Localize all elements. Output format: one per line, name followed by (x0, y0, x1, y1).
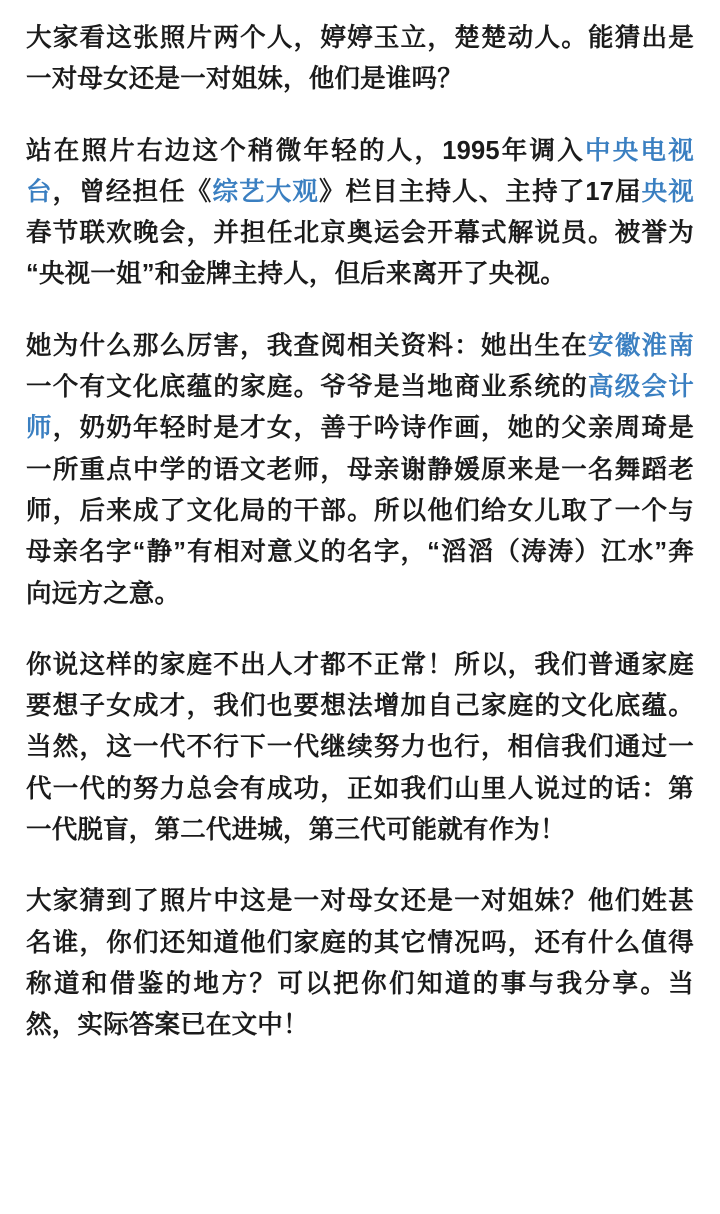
inline-link[interactable]: 高级会计师 (26, 373, 694, 443)
text-run: ，曾经担任《 (52, 177, 213, 206)
inline-link[interactable]: 央视 (641, 177, 695, 206)
text-run: ，奶奶年轻时是才女，善于吟诗作画，她的父亲周琦是一所重点中学的语文老师，母亲谢静媛原来是一名舞蹈老师，后来成了文化局的干部。所以他们给女儿取了一个与母亲名字“静”有相对意义的名字，“滔滔（涛涛）江水”奔向远方之意。 (26, 414, 694, 608)
paragraph-3 (26, 326, 694, 615)
inline-link[interactable]: 综艺大观 (212, 177, 319, 206)
text-run: 》栏目主持人、主持了17届 (319, 177, 642, 206)
text-run: 一个有文化底蕴的家庭。爷爷是当地商业系统的 (26, 373, 588, 402)
text-run: 春节联欢晚会，并担任北京奥运会开幕式解说员。被誉为“央视一姐”和金牌主持人，但后来离开了央视。 (26, 219, 694, 289)
text-run: 你说这样的家庭不出人才都不正常！所以，我们普通家庭要想子女成才，我们也要想法增加自己家庭的文化底蕴。当然，这一代不行下一代继续努力也行，相信我们通过一代一代的努力总会有成功，正如我们山里人说过的话：第一代脱盲，第二代进城，第三代可能就有作为！ (26, 650, 694, 845)
paragraph-1 (26, 18, 694, 101)
inline-link[interactable]: 安徽淮南 (588, 331, 694, 360)
text-run: 她为什么那么厉害，我查阅相关资料：她出生在 (26, 331, 588, 360)
paragraph-4 (26, 645, 694, 851)
paragraph-5 (26, 881, 694, 1046)
text-run: 大家猜到了照片中这是一对母女还是一对姐妹？他们姓甚名谁，你们还知道他们家庭的其它情况吗，还有什么值得称道和借鉴的地方？可以把你们知道的事与我分享。当然，实际答案已在文中！ (26, 887, 694, 1040)
text-run: 站在照片右边这个稍微年轻的人，1995年调入 (26, 136, 586, 165)
text-run: 大家看这张照片两个人，婷婷玉立，楚楚动人。能猜出是一对母女还是一对姐妹，他们是谁吗？ (26, 24, 694, 94)
paragraph-2 (26, 131, 694, 296)
inline-link[interactable]: 中央电视台 (26, 136, 694, 206)
